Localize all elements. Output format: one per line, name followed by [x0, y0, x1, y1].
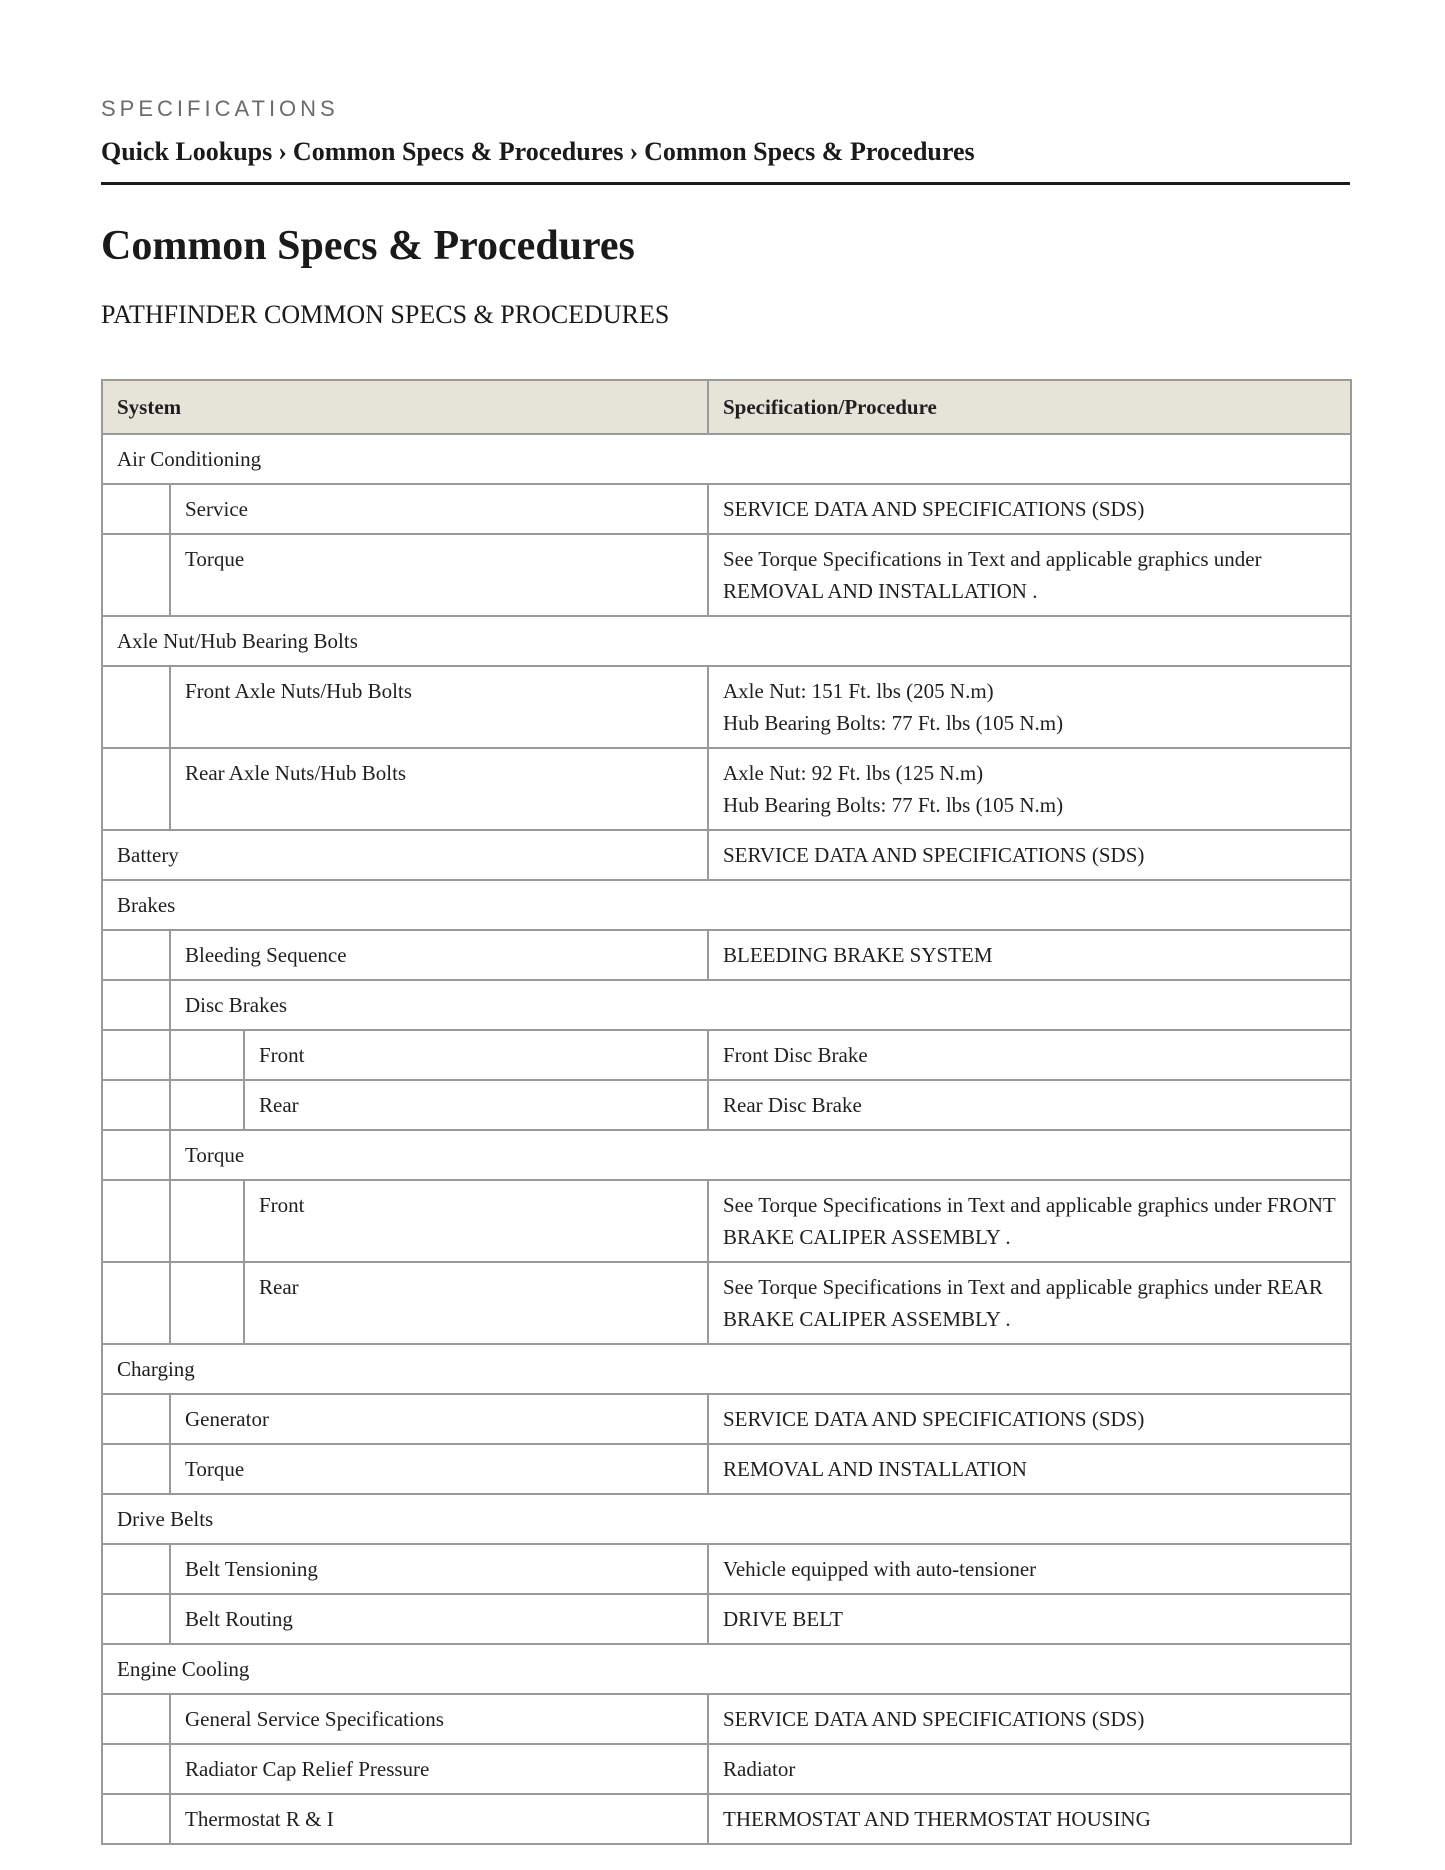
spec-cell: Front Disc Brake: [708, 1030, 1351, 1080]
spec-line: Hub Bearing Bolts: 77 Ft. lbs (105 N.m): [723, 711, 1064, 736]
system-cell: Radiator Cap Relief Pressure: [170, 1744, 708, 1794]
indent-cell: [170, 1080, 244, 1130]
spec-line: Axle Nut: 92 Ft. lbs (125 N.m): [723, 761, 984, 786]
indent-cell: [102, 1594, 170, 1644]
document-page: [101, 94, 1350, 1845]
system-cell: Front: [244, 1030, 708, 1080]
system-cell: Rear: [244, 1262, 708, 1344]
system-cell: Thermostat R & I: [170, 1794, 708, 1844]
table-row: [102, 1080, 1351, 1130]
spec-cell: SERVICE DATA AND SPECIFICATIONS (SDS): [708, 1694, 1351, 1744]
spec-cell: See Torque Specifications in Text and applicable graphics under FRONT BRAKE CALIPER ASSEMBLY .: [708, 1180, 1351, 1262]
section-eyebrow: SPECIFICATIONS: [101, 96, 339, 121]
system-cell: Rear Axle Nuts/Hub Bolts: [170, 748, 708, 830]
spec-cell: DRIVE BELT: [708, 1594, 1351, 1644]
system-cell: Drive Belts: [102, 1494, 1351, 1544]
spec-cell: SERVICE DATA AND SPECIFICATIONS (SDS): [708, 1394, 1351, 1444]
table-row: [102, 1694, 1351, 1744]
table-header-row: [102, 380, 1351, 434]
indent-cell: [102, 1444, 170, 1494]
indent-cell: [170, 1030, 244, 1080]
system-cell: Disc Brakes: [170, 980, 1351, 1030]
table-row: [102, 1394, 1351, 1444]
system-cell: Front Axle Nuts/Hub Bolts: [170, 666, 708, 748]
spec-line: Axle Nut: 151 Ft. lbs (205 N.m): [723, 679, 994, 704]
table-row: [102, 1544, 1351, 1594]
spec-cell: See Torque Specifications in Text and applicable graphics under REAR BRAKE CALIPER ASSEMBLY .: [708, 1262, 1351, 1344]
table-row: [102, 434, 1351, 484]
breadcrumb-item-quick-lookups[interactable]: Quick Lookups: [101, 137, 273, 166]
system-cell: Battery: [102, 830, 708, 880]
indent-cell: [102, 1694, 170, 1744]
page-subtitle: PATHFINDER COMMON SPECS & PROCEDURES: [101, 300, 670, 330]
table-row: [102, 1494, 1351, 1544]
system-cell: Belt Routing: [170, 1594, 708, 1644]
system-cell: Torque: [170, 1130, 1351, 1180]
system-cell: Belt Tensioning: [170, 1544, 708, 1594]
spec-cell: Rear Disc Brake: [708, 1080, 1351, 1130]
indent-cell: [170, 1262, 244, 1344]
spec-cell: Vehicle equipped with auto-tensioner: [708, 1544, 1351, 1594]
system-cell: Bleeding Sequence: [170, 930, 708, 980]
system-cell: Charging: [102, 1344, 1351, 1394]
spec-cell: [708, 666, 1351, 748]
indent-cell: [102, 1394, 170, 1444]
header-divider: [101, 182, 1350, 185]
breadcrumb-separator: ›: [629, 137, 639, 166]
table-row: [102, 1444, 1351, 1494]
indent-cell: [102, 1180, 170, 1262]
table-row: [102, 534, 1351, 616]
indent-cell: [102, 1030, 170, 1080]
table-row: [102, 1030, 1351, 1080]
spec-cell: REMOVAL AND INSTALLATION: [708, 1444, 1351, 1494]
system-cell: Torque: [170, 1444, 708, 1494]
breadcrumb-item-common-specs[interactable]: Common Specs & Procedures: [292, 137, 624, 166]
spec-cell: See Torque Specifications in Text and applicable graphics under REMOVAL AND INSTALLATION .: [708, 534, 1351, 616]
indent-cell: [102, 1130, 170, 1180]
column-header-spec: Specification/Procedure: [708, 380, 1351, 434]
table-row: [102, 748, 1351, 830]
system-cell: Axle Nut/Hub Bearing Bolts: [102, 616, 1351, 666]
table-row: [102, 666, 1351, 748]
table-row: [102, 880, 1351, 930]
page-title: Common Specs & Procedures: [101, 223, 635, 269]
table-row: [102, 1262, 1351, 1344]
system-cell: Torque: [170, 534, 708, 616]
table-row: [102, 1180, 1351, 1262]
system-cell: Rear: [244, 1080, 708, 1130]
system-cell: Service: [170, 484, 708, 534]
system-cell: Engine Cooling: [102, 1644, 1351, 1694]
system-cell: Brakes: [102, 880, 1351, 930]
indent-cell: [102, 534, 170, 616]
breadcrumb: [101, 134, 1350, 170]
system-cell: General Service Specifications: [170, 1694, 708, 1744]
table-row: [102, 1130, 1351, 1180]
table-row: [102, 1794, 1351, 1844]
system-cell: Air Conditioning: [102, 434, 1351, 484]
indent-cell: [102, 1544, 170, 1594]
system-cell: Generator: [170, 1394, 708, 1444]
table-row: [102, 1594, 1351, 1644]
spec-line: Hub Bearing Bolts: 77 Ft. lbs (105 N.m): [723, 793, 1064, 818]
breadcrumb-item-current: Common Specs & Procedures: [644, 137, 975, 166]
indent-cell: [102, 1744, 170, 1794]
system-cell: Front: [244, 1180, 708, 1262]
indent-cell: [102, 930, 170, 980]
indent-cell: [102, 980, 170, 1030]
indent-cell: [102, 748, 170, 830]
spec-cell: SERVICE DATA AND SPECIFICATIONS (SDS): [708, 484, 1351, 534]
indent-cell: [102, 484, 170, 534]
spec-cell: [708, 748, 1351, 830]
specs-table: [101, 379, 1352, 1845]
table-row: [102, 830, 1351, 880]
spec-cell: BLEEDING BRAKE SYSTEM: [708, 930, 1351, 980]
column-header-system: System: [102, 380, 708, 434]
table-row: [102, 484, 1351, 534]
table-row: [102, 616, 1351, 666]
table-row: [102, 1744, 1351, 1794]
indent-cell: [170, 1180, 244, 1262]
table-row: [102, 930, 1351, 980]
spec-cell: THERMOSTAT AND THERMOSTAT HOUSING: [708, 1794, 1351, 1844]
table-row: [102, 1644, 1351, 1694]
indent-cell: [102, 666, 170, 748]
breadcrumb-separator: ›: [278, 137, 287, 166]
table-row: [102, 1344, 1351, 1394]
indent-cell: [102, 1262, 170, 1344]
indent-cell: [102, 1794, 170, 1844]
spec-cell: SERVICE DATA AND SPECIFICATIONS (SDS): [708, 830, 1351, 880]
indent-cell: [102, 1080, 170, 1130]
spec-cell: Radiator: [708, 1744, 1351, 1794]
specs-table-body: [102, 434, 1351, 1844]
table-row: [102, 980, 1351, 1030]
